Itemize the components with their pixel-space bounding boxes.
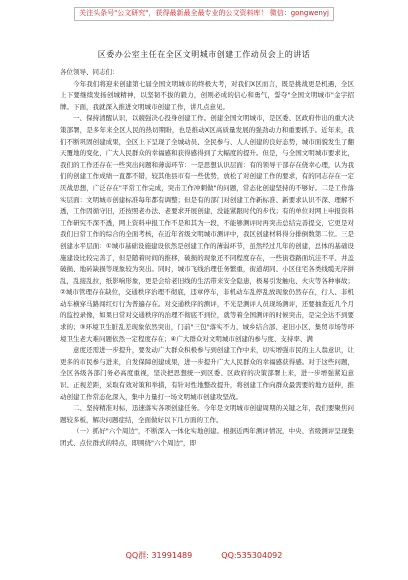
greeting: 各位领导、同志们： <box>60 68 119 76</box>
promo-banner-text: 关注头条号"公文研究"，获得最新最全最专业的公文资料库！ 微信：gongwenyj <box>74 7 334 20</box>
paragraph: 一、保持清醒认识，以競强决心投身创建工作。创建全国文明城市，是区委、区政府作出的重大决策部署，是多年来全区人民的热切期盼，也是推动X区高质量发展的强劲动力和重要抓手。近年来，我们不断巩固创建成果，全区上下呈现了全城动员、全民参与、人人创建的良好态势，城市面貌发生了翻天覆地的变化，广大人民群众的幸福感和获得感得到了大幅度的提升。但是，与全国文明城市要求比，我们的工作还存在一些突出问题和薄弱环节：一是思想认识层面：有的领导干部存在侥幸心理，认为我们的创建工作成绩一直都不错，较其他县市有一些优势，放松了对创建工作的要求，有的同志存在一定厌战思想，广泛存在"平常工作完成，突击工作冲刺做"的问题，常态化创建坚持的不够好。二是工作落实层面：文明城市创建标准每年都有调整；但是有的部门对创建工作新标准、新要求认识不深、理解不透，工作因循守旧，还按照老办法、老要求开展创建，没能紧跟时代的步伐；有的单位对网上申报资料工作研究不深不透，网上资料申报工作不是和其为一段，不能够测评时再突击总结完善提交，它更是对我们日常工作的综合的全面考核，在近年省级文明城市测评中，我区创建材料得分排倒数第二位。三是创建水平层面：①城市基础设施建设依然是创建工作的薄弱环节，虽然经过几年的创建，总体的基础设施建设比较完善了，但是随着时间的推移，破损的现象还不同程度存在，一些街巷路面坑洼不平、井盖破损、地砖缺损等现象较为突出。同时，城市飞线治理任务繁重，街道胡同、小区住宅各类线缆无序拼乱，乱接乱拉，纸影响形象，更是会给老旧线的生活带来安全隐患，极易引发触电、火灾等各种事故；②城市管理存在缺位，交通秩序治理不彻底，违章停车，非机动车乱停乱放现象仍然存在，行人、非机动车横穿马路闯红灯行为普遍存在。对交通秩序的测评，不光是测评人员现场测评，还要抽查近几个月的监控录像，如果日常对交通秩序的治理不彻底不到位，就等着全国测评的时候突击，是完全达不到要求的；③环境卫生脏乱差现象依然突出，门前"三包"落实不力，城乡结合部、老旧小区、集贸市场等环境卫生老大难问题依然一定程度存在；④广大群众对文明城市创建的参与度、支持率、满 <box>60 114 354 343</box>
document-title: 区委办公室主任在全区文明城市创建工作动员会上的讲话 <box>97 50 311 59</box>
footer-qq-group: QQ群: 31991489 <box>125 551 193 560</box>
paragraph: 意度还需进一步提升，要发动广大群众积极参与到创建工作中来，切实增强市民的主人翁意识，让更多的市民参与进来，自发保障创建成果，进一步提升广大人民群众的幸福感获得感。对于这些问题，全区各级各部门务必高度重视，坚决把思想统一到区委、区政府的决策部署上来，进一步增强紧迫意识、正视差距，采取有效对策和举措，有针对性地整改提升，将创建工作向群众最需要的地方延伸，推动创建工作常态化深入，集中力量打一场文明城市创建攻坚战。 <box>60 346 354 401</box>
paragraph: 二、坚持精准对标，迅速落实各项创建任务。今年是文明城市创建周期的关键之年，我们要聚焦问题较多板，解决问题症结，全面做好以下几方面的工作。 <box>60 404 354 424</box>
paragraph: （一）抓好"六个周边"，不断深入一体化实地创建。根据近两年测评情况，中央、省级测评呈现集团式、点位群式的特点，即围绕"六个周边"，即 <box>60 427 354 447</box>
document-body <box>60 67 354 450</box>
header-banner <box>0 3 408 25</box>
footer-qq: QQ:535304092 <box>221 551 283 560</box>
paragraph: 今年我们将迎来创建第七届全国文明城市的终极大考，对我们X区而言，既是挑战更是机遇，全区上下要继续发扬创城精神，以坚韧不拔的毅力，创则必成的信心和勇气，誓夺"全国文明城市"金字招牌。下面，我就深入推进文明城市创建工作，讲几点意见。 <box>60 79 354 111</box>
footer-contact <box>0 550 408 561</box>
